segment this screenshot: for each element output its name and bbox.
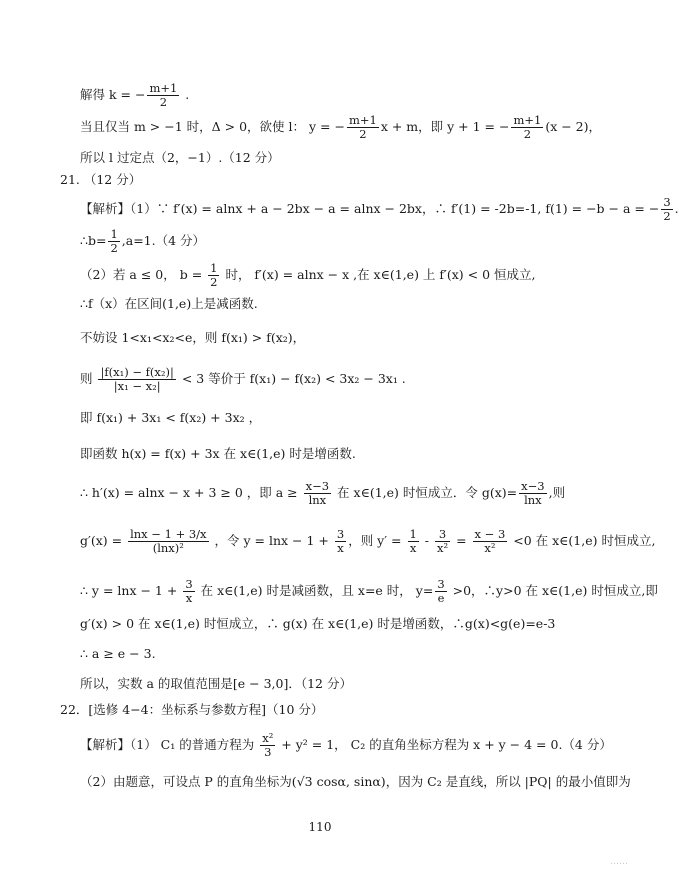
text-run: ∴f（x）在区间(1,e)上是减函数. xyxy=(80,296,258,311)
fraction-numerator: 3 xyxy=(663,195,671,209)
fraction-denominator: x xyxy=(409,541,417,555)
text-line-l19 xyxy=(60,702,323,718)
fraction-denominator: |x₁ − x₂| xyxy=(113,379,161,393)
fraction xyxy=(260,732,275,759)
page-number: 110 xyxy=(308,820,332,834)
fraction-denominator: 2 xyxy=(663,209,671,223)
fraction-denominator: 2 xyxy=(110,241,118,255)
text-run: 21. （12 分） xyxy=(60,172,142,187)
fraction-denominator: x xyxy=(337,541,344,555)
text-line-l10 xyxy=(80,366,406,393)
text-run: >0，∴y>0 在 x∈(1,e) 时恒成立,即 xyxy=(448,583,658,598)
fraction-numerator: x−3 xyxy=(521,479,545,493)
fraction-denominator: 2 xyxy=(210,275,218,289)
text-run: 22．[选修 4−4：坐标系与参数方程]（10 分） xyxy=(60,702,324,717)
text-run: < 3 等价于 f(x₁) − f(x₂) < 3x₂ − 3x₁ . xyxy=(177,371,406,386)
text-line-l11 xyxy=(80,410,261,426)
text-run: ，则 y′ = xyxy=(348,533,406,548)
fraction xyxy=(147,82,179,109)
fraction-denominator: x² xyxy=(437,541,449,555)
text-line-l4 xyxy=(60,172,141,188)
fraction-denominator: 2 xyxy=(523,127,532,141)
text-line-l5 xyxy=(80,196,679,223)
text-run: 【解析】（1） C₁ 的普通方程为 xyxy=(80,737,259,752)
fraction-numerator: 1 xyxy=(409,527,417,541)
text-line-l20 xyxy=(80,732,612,759)
text-line-l18 xyxy=(80,676,352,692)
text-run: <0 在 x∈(1,e) 时恒成立, xyxy=(509,533,656,548)
text-run: - xyxy=(420,533,433,548)
text-line-l17 xyxy=(80,646,156,662)
fraction-denominator: 3 xyxy=(264,745,272,759)
fraction-denominator: lnx xyxy=(308,493,327,507)
text-run: = xyxy=(452,533,471,548)
fraction xyxy=(128,528,208,555)
fraction-numerator: lnx − 1 + 3/x xyxy=(130,527,207,541)
text-line-l14 xyxy=(80,528,655,555)
fraction xyxy=(473,528,508,555)
text-line-l13 xyxy=(80,480,565,507)
fraction-numerator: |f(x₁) − f(x₂)| xyxy=(100,365,174,379)
text-run: (x − 2)， xyxy=(545,119,601,134)
text-run: 时， f′(x) = alnx − x ,在 x∈(1,e) 上 f′(x) < 0 恒成立, xyxy=(221,267,536,282)
text-run: 解得 k = − xyxy=(80,87,146,102)
text-run: ∴ a ≥ e − 3. xyxy=(80,646,156,661)
text-run: 即 f(x₁) + 3x₁ < f(x₂) + 3x₂ ， xyxy=(80,410,262,425)
fraction-numerator: 3 xyxy=(336,527,345,541)
text-run: 即函数 h(x) = f(x) + 3x 在 x∈(1,e) 时是增函数. xyxy=(80,446,356,461)
fraction-numerator: 3 xyxy=(435,528,450,542)
fraction-numerator: 1 xyxy=(210,261,218,275)
fraction xyxy=(208,262,219,289)
text-line-l16 xyxy=(80,616,555,632)
text-line-l6 xyxy=(80,228,205,255)
text-run: （2）由题意，可设点 P 的直角坐标为(√3 cosα, sinα)，因为 C₂ 是直线，所以 |PQ| 的最小值即为 xyxy=(80,774,631,789)
fraction-numerator: 3 xyxy=(185,577,193,591)
text-line-l1 xyxy=(80,82,189,109)
text-run: 在 x∈(1,e) 时恒成立．令 g(x)= xyxy=(333,485,518,500)
fraction xyxy=(108,228,119,255)
text-run: ,则 xyxy=(548,485,566,500)
text-run: . xyxy=(181,87,190,102)
fraction xyxy=(335,528,346,555)
text-run: ，令 y = lnx − 1 + xyxy=(210,533,333,548)
fraction-numerator: 3 xyxy=(437,577,445,591)
fraction-denominator: e xyxy=(437,591,445,605)
fraction xyxy=(511,114,543,141)
fraction xyxy=(661,196,672,223)
fraction-denominator: 2 xyxy=(159,95,168,109)
fraction-denominator: x² xyxy=(484,541,496,555)
fraction-denominator: lnx xyxy=(524,493,542,507)
fraction-numerator: m+1 xyxy=(149,81,178,95)
text-run: 不妨设 1<x₁<x₂<e，则 f(x₁) > f(x₂)， xyxy=(80,330,306,345)
fraction-numerator: x² xyxy=(262,731,274,745)
text-run: 在 x∈(1,e) 时是减函数，且 x=e 时， y= xyxy=(196,583,434,598)
text-line-l9 xyxy=(80,330,305,346)
text-run: 则 xyxy=(80,371,97,386)
text-run: 所以 l 过定点（2，−1）.（12 分） xyxy=(80,150,280,165)
text-run: （2）若 a ≤ 0， b = xyxy=(80,267,207,282)
text-line-l8 xyxy=(80,296,258,312)
text-run: ∴ y = lnx − 1 + xyxy=(80,583,182,598)
fraction-numerator: x − 3 xyxy=(474,527,506,541)
text-run: ∴b= xyxy=(80,233,107,248)
text-run: x + m，即 y + 1 = − xyxy=(380,119,510,134)
text-line-l2 xyxy=(80,114,601,141)
fraction-numerator: m+1 xyxy=(513,113,542,127)
text-run: 所以，实数 a 的取值范围是[e − 3,0]．（12 分） xyxy=(80,676,352,691)
fraction-denominator: x xyxy=(185,591,193,605)
fraction xyxy=(435,578,446,605)
fraction xyxy=(183,578,194,605)
text-run: g′(x) > 0 在 x∈(1,e) 时恒成立，∴ g(x) 在 x∈(1,e) 时是增函数，∴g(x)<g(e)=e-3 xyxy=(80,616,556,631)
fraction xyxy=(435,528,450,555)
text-run: ∴ h′(x) = alnx − x + 3 ≥ 0 ，即 a ≥ xyxy=(80,485,302,500)
text-run: + y² = 1， C₂ 的直角坐标方程为 x + y − 4 = 0.（4 分） xyxy=(277,737,612,752)
fraction xyxy=(347,114,379,141)
fraction-numerator: 1 xyxy=(110,227,118,241)
fraction xyxy=(519,480,546,507)
fraction-denominator: (lnx)² xyxy=(152,541,184,555)
text-run: g′(x) = xyxy=(80,533,127,548)
text-line-l21 xyxy=(80,774,631,790)
fraction-denominator: 2 xyxy=(359,127,367,141)
text-line-l12 xyxy=(80,446,356,462)
text-line-l7 xyxy=(80,262,535,289)
text-run: ,a=1.（4 分） xyxy=(121,233,206,248)
fraction xyxy=(98,366,175,393)
text-run: 当且仅当 m > −1 时，Δ > 0，欲使 l： y = − xyxy=(80,119,345,134)
text-line-l3 xyxy=(80,150,280,166)
text-run: . xyxy=(674,201,679,216)
fraction-numerator: x−3 xyxy=(305,479,330,493)
fraction xyxy=(408,528,419,555)
fraction-numerator: m+1 xyxy=(348,113,377,127)
text-run: 【解析】（1）∵ f′(x) = alnx + a − 2bx − a = alnx − 2bx，∴ f′(1) = -2b=-1, f(1) = −b − a = − xyxy=(80,201,660,216)
watermark: …… xyxy=(610,857,628,867)
text-line-l15 xyxy=(80,578,658,605)
fraction xyxy=(304,480,331,507)
